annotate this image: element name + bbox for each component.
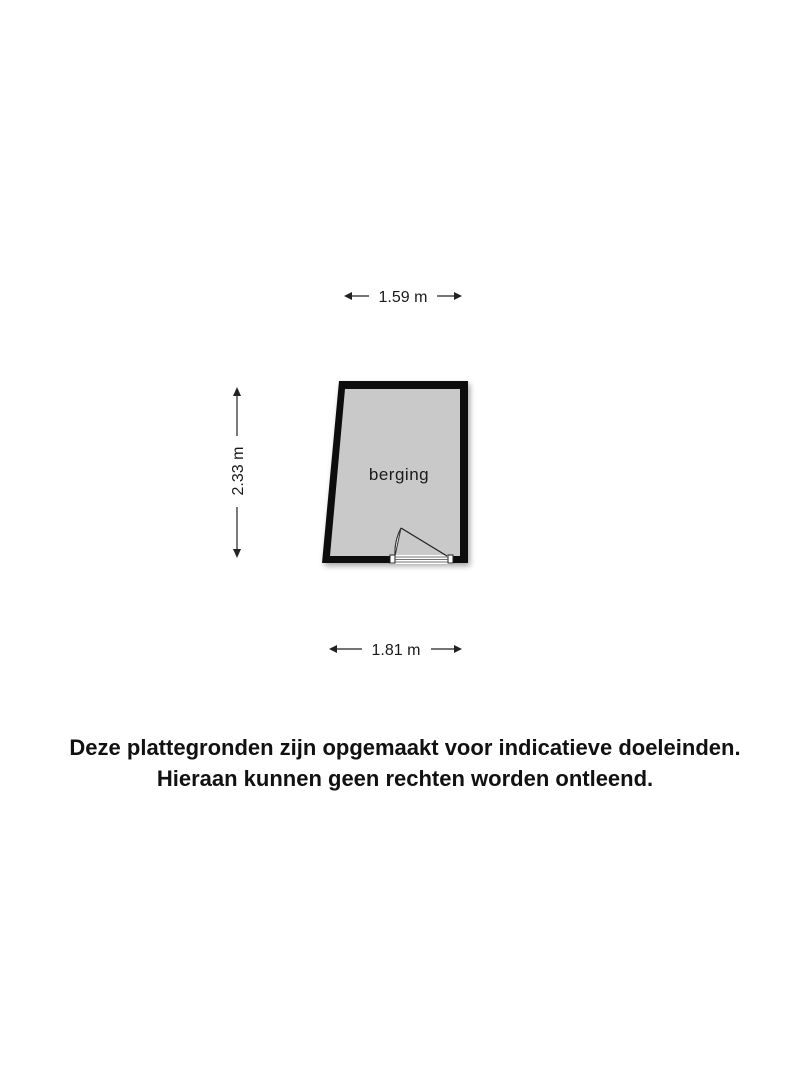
disclaimer-line-2: Hieraan kunnen geen rechten worden ontleend. (156, 766, 654, 791)
dimension-top-label: 1.59 m (378, 289, 428, 306)
dimension-left-label: 2.33 m (230, 446, 247, 496)
dimension-left (230, 387, 247, 558)
dimension-top (344, 289, 462, 306)
dimension-bottom-label: 1.81 m (371, 642, 421, 659)
disclaimer (0, 732, 810, 794)
dimension-bottom (329, 642, 462, 659)
room-label: berging (368, 465, 430, 484)
disclaimer-line-1: Deze plattegronden zijn opgemaakt voor indicatieve doeleinden. (69, 735, 741, 760)
